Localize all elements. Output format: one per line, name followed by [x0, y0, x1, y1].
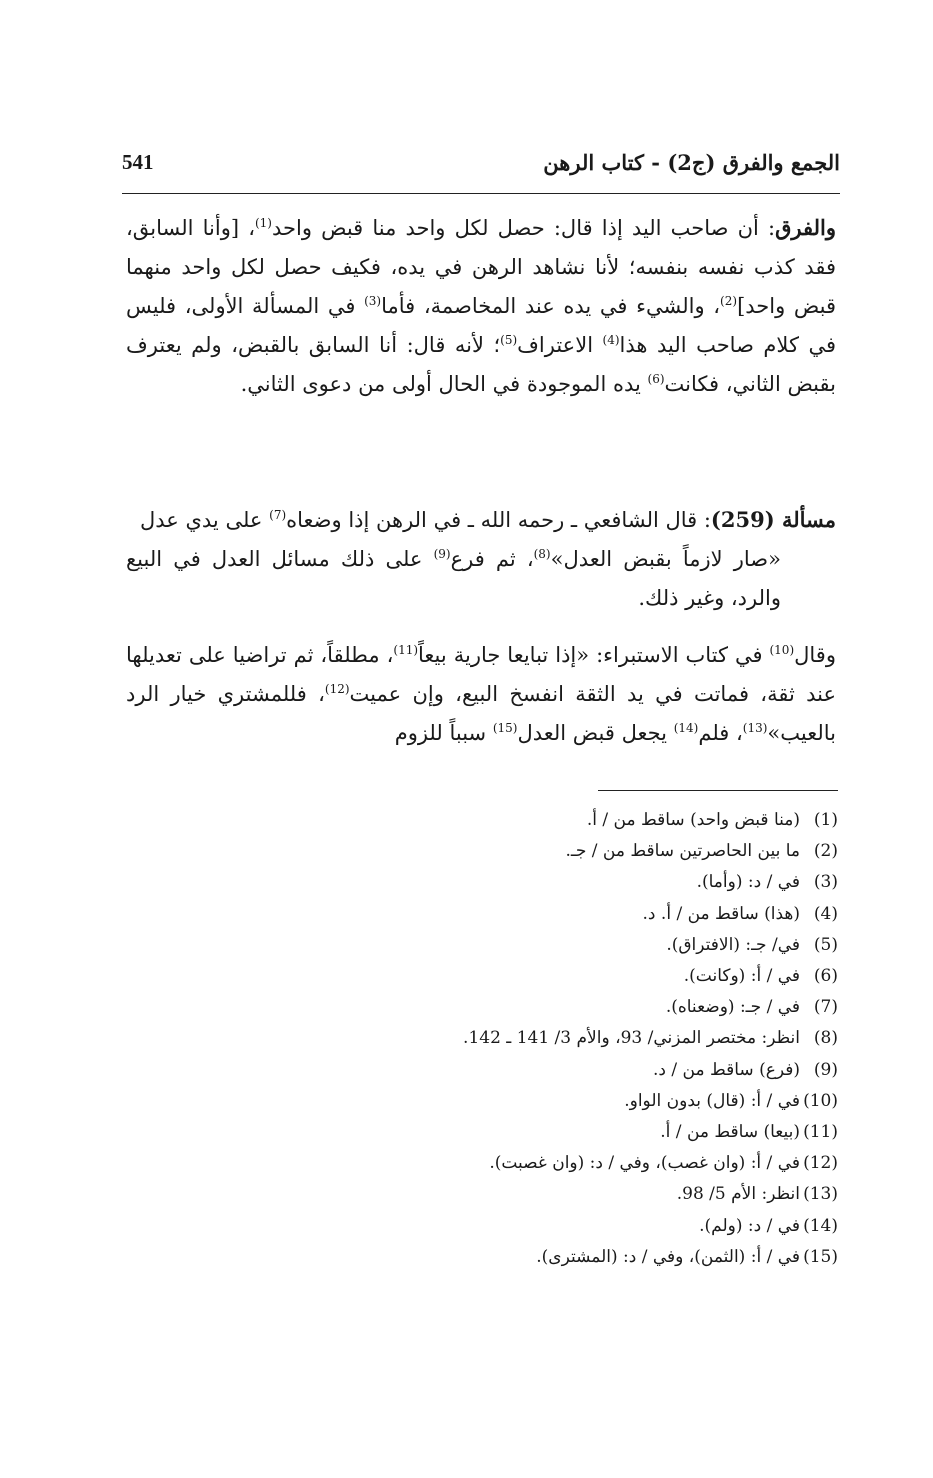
footnote-text: في / د: (ولم). — [699, 1215, 800, 1236]
footnote-ref[interactable]: (3) — [364, 294, 382, 308]
text-span: يده الموجودة في الحال أولى من دعوى الثاني. — [240, 372, 648, 396]
footnote-number: (13) — [803, 1184, 838, 1205]
footnote-ref[interactable]: (5) — [500, 333, 518, 347]
hanging-lines — [126, 540, 836, 618]
footnote-item — [300, 867, 838, 898]
footnote-item — [300, 1242, 838, 1273]
footnote-number: (14) — [803, 1215, 838, 1236]
footnote-text: في / أ: (وان غصب)، وفي / د: (وان غصبت). — [489, 1153, 800, 1174]
footnote-item — [300, 961, 838, 992]
footnote-number: (2) — [813, 841, 838, 862]
footnote-ref[interactable]: (12) — [324, 682, 350, 696]
text-span: ، فللمشتري خيار الرد بالعيب» — [126, 682, 836, 745]
footnote-text: في/ جـ: (الافتراق). — [666, 934, 800, 955]
footnote-item — [300, 1148, 838, 1179]
footnote-text: (فرع) ساقط من / د. — [653, 1059, 800, 1080]
footnote-ref[interactable]: (2) — [720, 294, 738, 308]
footnote-item — [300, 1086, 838, 1117]
footnote-ref[interactable]: (4) — [602, 333, 620, 347]
footnote-ref[interactable]: (15) — [492, 721, 518, 735]
footnote-item — [300, 1117, 838, 1148]
footnote-item — [300, 1211, 838, 1242]
footnote-text: في / جـ: (وضعناه). — [665, 997, 800, 1018]
text-span: في كتاب الاستبراء: «إذا تبايعا جارية بيعاً — [418, 643, 770, 667]
header-rule — [122, 193, 840, 194]
footnotes-list — [300, 805, 838, 1273]
text-span: ، ثم فرع — [450, 547, 534, 571]
footnote-item — [300, 1023, 838, 1054]
text-span: سبباً للزوم — [394, 721, 493, 745]
paragraph-difference — [126, 208, 862, 404]
footnote-ref[interactable]: (11) — [393, 643, 419, 657]
footnote-number: (15) — [803, 1246, 838, 1267]
footnote-number: (3) — [813, 872, 838, 893]
text-span: : أن صاحب اليد إذا قال: حصل لكل واحد منا قبض واحد — [271, 216, 776, 240]
footnote-ref[interactable]: (6) — [647, 372, 665, 386]
footnote-text: في / أ: (وكانت). — [683, 966, 800, 987]
text-span: على ذلك مسائل العدل في البيع والرد، وغير ذلك. — [126, 547, 781, 610]
paragraph-masala-259 — [126, 500, 836, 618]
text-span: على يدي عدل — [139, 508, 270, 532]
header-title: الجمع والفرق (ج2) - كتاب الرهن — [543, 150, 840, 175]
text-span: ، [وأنا السابق، فقد كذب نفسه بنفسه؛ لأنا نشاهد الرهن في يده، فكيف حصل لكل واحد منهما قبض واحد] — [126, 216, 836, 318]
text-span: ، والشيء في يده عند المخاصمة، فأما — [381, 294, 721, 318]
running-header — [122, 150, 840, 188]
footnote-number: (10) — [803, 1090, 838, 1111]
footnote-item — [300, 1179, 838, 1210]
footnote-item — [300, 992, 838, 1023]
text-span: ؛ لأنه قال: أنا السابق بالقبض، ولم يعترف بقبض الثاني، فكانت — [126, 333, 836, 396]
footnote-text: انظر: مختصر المزني/ 93، والأم 3/ 141 ـ 142. — [463, 1028, 800, 1049]
footnote-ref[interactable]: (9) — [433, 547, 451, 561]
footnote-number: (7) — [813, 997, 838, 1018]
footnote-text: (منا قبض واحد) ساقط من / أ. — [586, 810, 800, 830]
footnote-text: ما بين الحاصرتين ساقط من / جـ. — [565, 841, 800, 862]
footnote-number: (5) — [813, 934, 838, 955]
text-span: وقال — [794, 643, 836, 667]
footnote-separator — [598, 790, 838, 791]
footnote-text: (بيعا) ساقط من / أ. — [660, 1122, 800, 1143]
footnote-item — [300, 899, 838, 930]
paragraph-lead: والفرق — [775, 215, 836, 240]
footnote-ref[interactable]: (7) — [269, 508, 287, 522]
masala-heading: مسألة (259) — [710, 507, 836, 532]
footnote-text: (هذا) ساقط من / أ. د. — [642, 903, 800, 924]
page-number: 541 — [122, 150, 154, 174]
footnote-item — [300, 836, 838, 867]
footnote-number: (11) — [803, 1122, 838, 1143]
text-span: الاعتراف — [517, 333, 603, 357]
footnote-number: (9) — [813, 1059, 838, 1080]
footnote-ref[interactable]: (14) — [673, 721, 699, 735]
footnote-item — [300, 1055, 838, 1086]
quote-span: «صار لازماً بقبض العدل» — [550, 547, 781, 571]
footnote-number: (8) — [813, 1028, 838, 1049]
text-span: في المسألة الأولى، فليس في كلام صاحب اليد هذا — [126, 294, 836, 357]
text-span: ، مطلقاً، ثم تراضيا على تعديلها عند ثقة، فماتت في يد الثقة انفسخ البيع، وإن عميت — [126, 643, 837, 706]
text-span: ، فلم — [698, 721, 743, 745]
footnote-number: (12) — [803, 1153, 838, 1174]
footnote-text: في / أ: (قال) بدون الواو. — [624, 1090, 800, 1111]
footnote-ref[interactable]: (8) — [533, 547, 551, 561]
footnote-ref[interactable]: (1) — [254, 216, 272, 230]
footnote-text: في / أ: (الثمن)، وفي / د: (المشترى). — [536, 1246, 800, 1267]
footnote-item — [300, 930, 838, 961]
footnote-number: (4) — [813, 903, 838, 924]
paragraph-istibra — [126, 636, 862, 753]
footnote-ref[interactable]: (13) — [742, 721, 768, 735]
footnote-ref[interactable]: (10) — [769, 643, 795, 657]
footnote-item — [300, 805, 838, 836]
text-span: يجعل قبض العدل — [517, 721, 674, 745]
footnote-number: (6) — [813, 966, 838, 987]
text-span: : قال الشافعي ـ رحمه الله ـ في الرهن إذا وضعاه — [286, 508, 711, 532]
footnote-number: (1) — [813, 810, 838, 830]
footnote-text: انظر: الأم 5/ 98. — [676, 1184, 800, 1205]
footnote-text: في / د: (وأما). — [696, 872, 800, 893]
